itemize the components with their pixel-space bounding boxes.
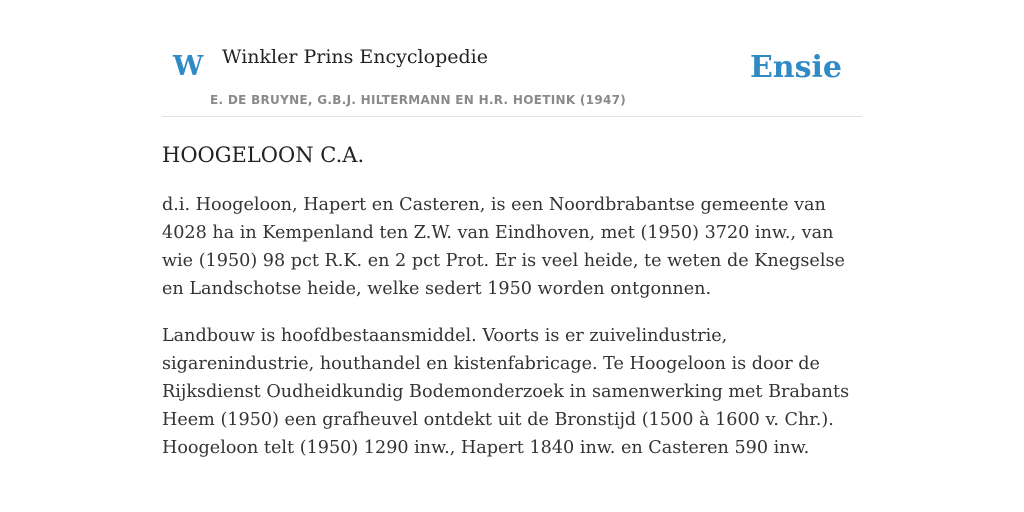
site-header	[162, 40, 862, 117]
ensie-brand-logo[interactable]: Ensie	[749, 50, 842, 85]
publication-title[interactable]: Winkler Prins Encyclopedie	[222, 46, 488, 68]
article-paragraph: d.i. Hoogeloon, Hapert en Casteren, is een Noordbrabantse gemeente van 4028 ha in Kempenland ten Z.W. van Eindhoven, met (1950) 3720 inw., van wie (1950) 98 pct R.K. en 2 pct Prot. Er is veel heide, te weten de Knegselse en Landschotse heide, welke sedert 1950 worden ontgonnen.	[162, 195, 845, 299]
article-paragraph: Landbouw is hoofdbestaansmiddel. Voorts is er zuivelindustrie, sigarenindustrie, houthandel en kistenfabricage. Te Hoogeloon is door de Rijksdienst Oudheidkundig Bodemonderzoek in samenwerking met Brabants Heem (1950) een grafheuvel ontdekt uit de Bronstijd (1500 à 1600 v. Chr.). Hoogeloon telt (1950) 1290 inw., Hapert 1840 inw. en Casteren 590 inw.	[162, 326, 850, 458]
publication-authors: E. DE BRUYNE, G.B.J. HILTERMANN EN H.R. HOETINK (1947)	[210, 93, 627, 107]
article	[162, 140, 862, 481]
article-title: HOOGELOON C.A.	[162, 143, 365, 167]
winkler-prins-logo[interactable]: W	[173, 51, 204, 82]
